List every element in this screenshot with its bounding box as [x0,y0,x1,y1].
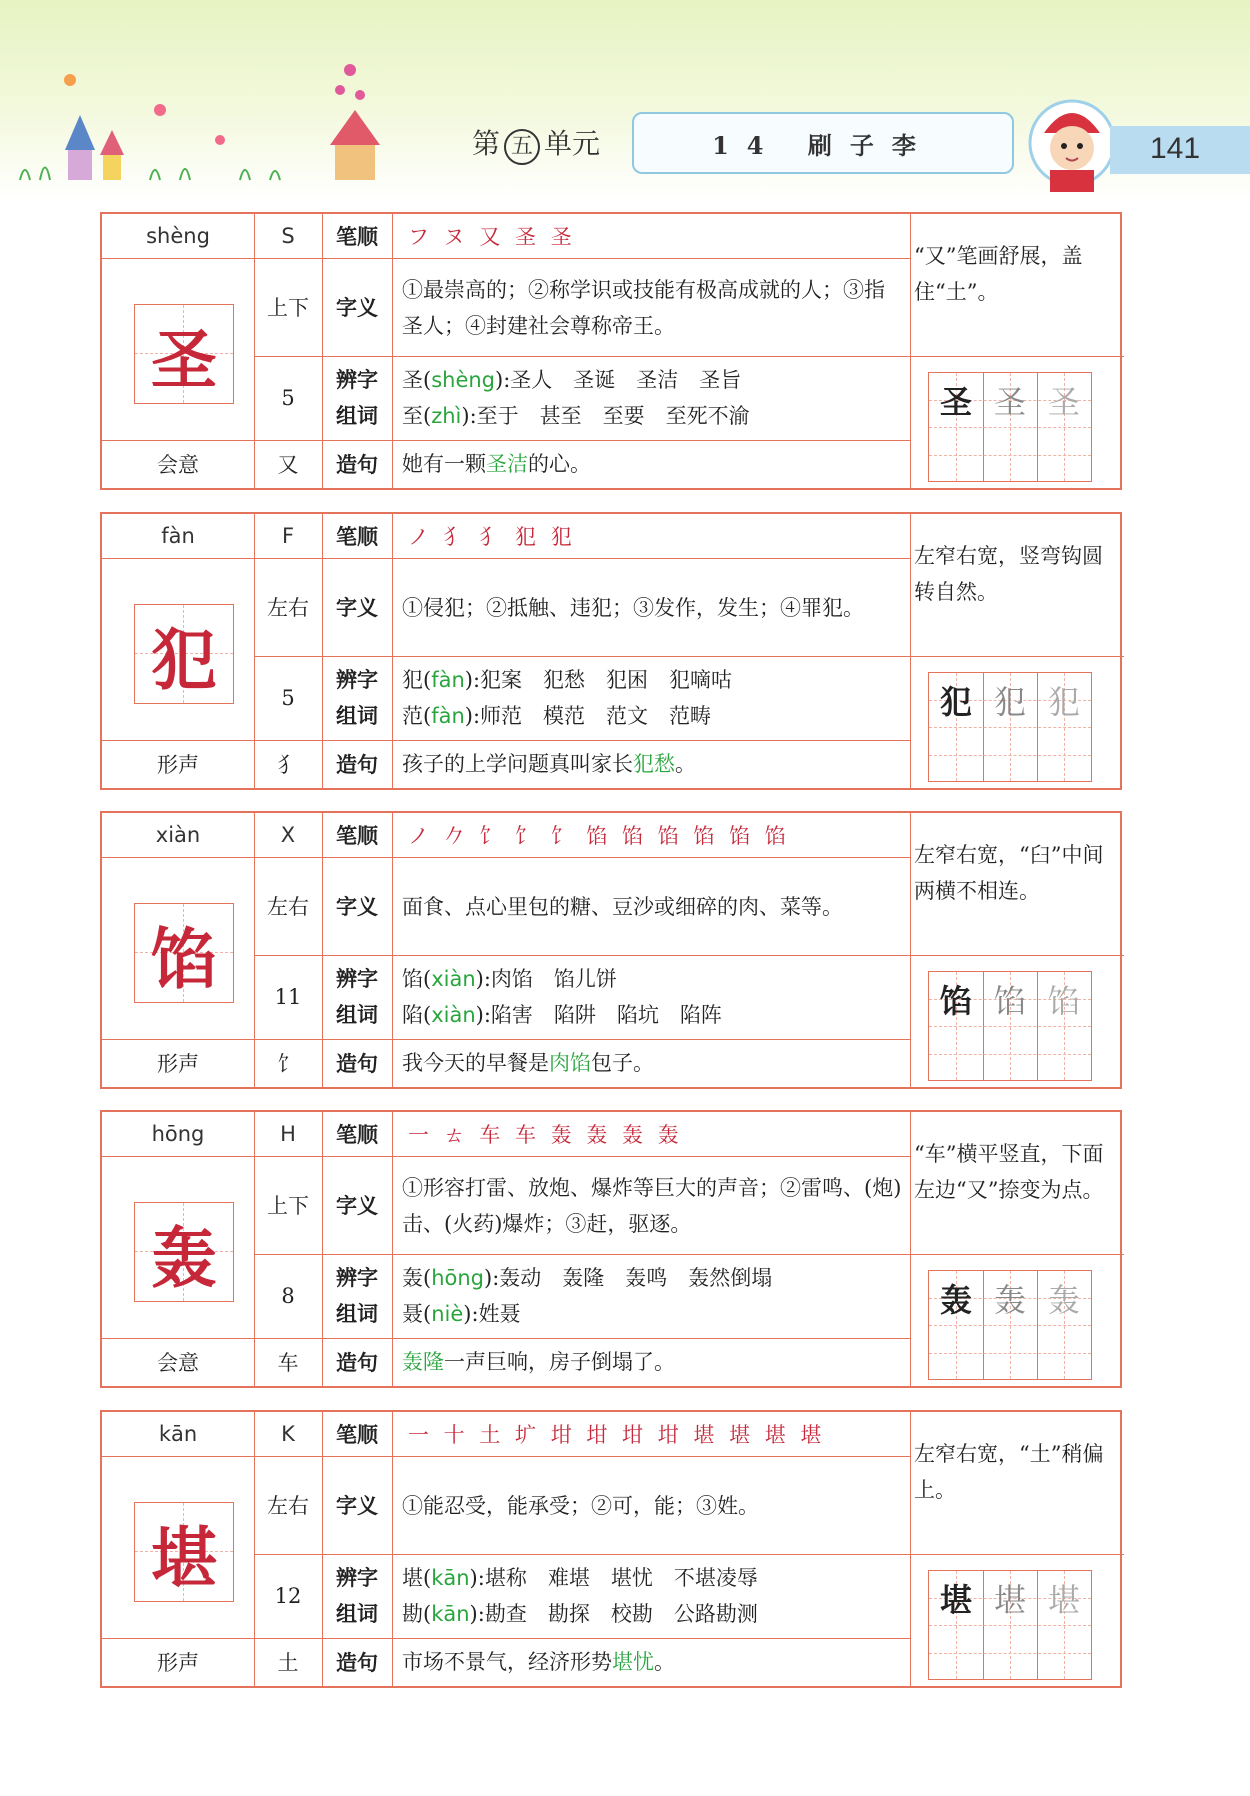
compose-label-text: 组词 [336,1003,378,1027]
meaning-label: 字义 [336,895,378,919]
radical: 饣 [277,1052,299,1076]
distinguish-label [322,362,392,434]
practice-char: 馅 [993,982,1026,1020]
main-character: 堪 [151,1518,217,1597]
sentence-text: 市场不景气，经济形势堪忧。 [402,1650,675,1674]
pinyin: fàn [161,524,195,548]
radical: 车 [277,1351,299,1375]
stroke-order-label: 笔顺 [336,225,378,249]
sentence-text: 她有一颗圣洁的心。 [402,452,591,476]
practice-char: 馅 [939,982,972,1020]
pinyin: xiàn [155,823,201,847]
sentence-label: 造句 [336,1351,378,1375]
word-groups [402,1260,907,1332]
stroke-count: 11 [274,985,302,1009]
initial-letter: S [281,224,295,248]
main-character: 犯 [151,620,217,699]
practice-char: 堪 [1047,1581,1080,1619]
meaning-text: ①形容打雷、放炮、爆炸等巨大的声音；②雷鸣、(炮)击、(火药)爆炸；③赶，驱逐。 [402,1176,902,1236]
meaning-text: 面食、点心里包的糖、豆沙或细碎的肉、菜等。 [402,895,843,919]
stroke-order: ノ 犭 犭 犯 犯 [408,525,576,549]
practice-char: 馅 [1047,982,1080,1020]
stroke-count: 8 [281,1284,295,1308]
sentence-text: 孩子的上学问题真叫家长犯愁。 [402,752,696,776]
word-group-line: 圣(shèng):圣人 圣诞 圣洁 圣旨 [402,368,742,392]
word-group-line: 犯(fàn):犯案 犯愁 犯困 犯嘀咕 [402,668,733,692]
distinguish-label-text: 辨字 [336,668,378,692]
writing-tip: “车”横平竖直，下面左边“又”捺变为点。 [914,1142,1104,1202]
practice-char: 轰 [993,1281,1026,1319]
distinguish-label [322,1260,392,1332]
structure: 上下 [267,296,309,320]
practice-char: 堪 [939,1581,972,1619]
writing-tip: 左窄右宽，“土”稍偏上。 [914,1442,1104,1502]
meaning-label: 字义 [336,1194,378,1218]
compose-label-text: 组词 [336,704,378,728]
meaning-text: ①最崇高的；②称学识或技能有极高成就的人；③指圣人；④封建社会尊称帝王。 [402,278,885,338]
lesson-scroll-banner [632,112,1014,174]
stroke-order: 一 十 土 圹 坩 坩 坩 坩 堪 堪 堪 堪 [408,1423,826,1447]
practice-grid [928,672,1092,782]
word-group-line: 聂(niè):姓聂 [402,1302,521,1326]
word-groups [402,362,907,434]
word-group-line: 轰(hōng):轰动 轰隆 轰鸣 轰然倒塌 [402,1266,773,1290]
character-entry [100,512,1122,790]
compose-label-text: 组词 [336,404,378,428]
main-character: 馅 [151,919,217,998]
stroke-order-label: 笔顺 [336,525,378,549]
practice-char: 圣 [939,383,972,421]
formation-type: 形声 [157,1052,199,1076]
stroke-order-label: 笔顺 [336,824,378,848]
page-header [0,0,1250,200]
character-entry [100,811,1122,1089]
writing-tip: 左窄右宽，竖弯钩圆转自然。 [914,544,1103,604]
main-character: 圣 [151,320,217,399]
writing-tip: 左窄右宽，“臼”中间两横不相连。 [914,843,1104,903]
distinguish-label-text: 辨字 [336,368,378,392]
word-groups [402,1560,907,1632]
pinyin: shèng [146,224,210,248]
structure: 左右 [267,596,309,620]
structure: 左右 [267,895,309,919]
meaning-text: ①侵犯；②抵触、违犯；③发作，发生；④罪犯。 [402,596,864,620]
lesson-title: 14 刷子李 [712,131,934,160]
character-box [134,903,234,1003]
stroke-order: ノ 𠂊 饣 饣 饣 馅 馅 馅 馅 馅 馅 [408,824,790,848]
word-group-line: 勘(kān):勘查 勘探 校勘 公路勘测 [402,1602,758,1626]
practice-char: 轰 [1047,1281,1080,1319]
character-entry [100,1110,1122,1388]
word-group-line: 馅(xiàn):肉馅 馅儿饼 [402,967,617,991]
meaning-label: 字义 [336,296,378,320]
word-groups [402,662,907,734]
character-entry [100,212,1122,490]
practice-char: 堪 [993,1581,1026,1619]
initial-letter: K [281,1422,295,1446]
formation-type: 会意 [157,453,199,477]
distinguish-label [322,961,392,1033]
cartoon-boy-icon [1022,88,1122,198]
word-group-line: 至(zhì):至于 甚至 至要 至死不渝 [402,404,750,428]
meaning-label: 字义 [336,1494,378,1518]
structure: 上下 [267,1194,309,1218]
pinyin: hōng [151,1122,205,1146]
initial-letter: F [281,524,295,548]
radical: 又 [277,453,299,477]
formation-type: 会意 [157,1351,199,1375]
stroke-count: 5 [281,686,295,710]
practice-grid [928,971,1092,1081]
stroke-order-label: 笔顺 [336,1123,378,1147]
writing-tip: “又”笔画舒展，盖住“土”。 [914,244,1083,304]
radical: 犭 [277,753,299,777]
structure: 左右 [267,1494,309,1518]
unit-label: 第 五 单元 [472,122,600,165]
character-entry [100,1410,1122,1688]
word-groups [402,961,907,1033]
word-group-line: 范(fàn):师范 模范 范文 范畴 [402,704,712,728]
initial-letter: H [280,1122,296,1146]
practice-grid [928,1570,1092,1680]
practice-char: 圣 [1047,383,1080,421]
practice-char: 犯 [993,683,1026,721]
word-group-line: 堪(kān):堪称 难堪 堪忧 不堪凌辱 [402,1566,758,1590]
formation-type: 形声 [157,753,199,777]
character-box [134,1202,234,1302]
stroke-count: 5 [281,386,295,410]
formation-type: 形声 [157,1651,199,1675]
practice-char: 犯 [939,683,972,721]
practice-grid [928,1270,1092,1380]
character-box [134,604,234,704]
word-group-line: 陷(xiàn):陷害 陷阱 陷坑 陷阵 [402,1003,722,1027]
compose-label-text: 组词 [336,1302,378,1326]
practice-char: 圣 [993,383,1026,421]
sentence-label: 造句 [336,1052,378,1076]
meaning-text: ①能忍受，能承受；②可，能；③姓。 [402,1494,759,1518]
sentence-label: 造句 [336,1651,378,1675]
sentence-text: 轰隆一声巨响，房子倒塌了。 [402,1350,675,1374]
stroke-order-label: 笔顺 [336,1423,378,1447]
distinguish-label [322,662,392,734]
distinguish-label-text: 辨字 [336,1566,378,1590]
distinguish-label [322,1560,392,1632]
sentence-text: 我今天的早餐是肉馅包子。 [402,1051,654,1075]
flower-house-decoration [0,40,380,190]
practice-char: 轰 [939,1281,972,1319]
distinguish-label-text: 辨字 [336,967,378,991]
stroke-order: フ ヌ 又 圣 圣 [408,225,576,249]
page-number: 141 [1150,132,1201,165]
pinyin: kān [158,1422,198,1446]
practice-char: 犯 [1047,683,1080,721]
character-box [134,1502,234,1602]
stroke-order: 一 ㄊ 车 车 轰 轰 轰 轰 [408,1123,683,1147]
sentence-label: 造句 [336,453,378,477]
radical: 土 [277,1651,299,1675]
meaning-label: 字义 [336,596,378,620]
character-box [134,304,234,404]
initial-letter: X [280,823,296,847]
distinguish-label-text: 辨字 [336,1266,378,1290]
main-character: 轰 [151,1218,217,1297]
compose-label-text: 组词 [336,1602,378,1626]
practice-grid [928,372,1092,482]
sentence-label: 造句 [336,753,378,777]
stroke-count: 12 [274,1584,302,1608]
